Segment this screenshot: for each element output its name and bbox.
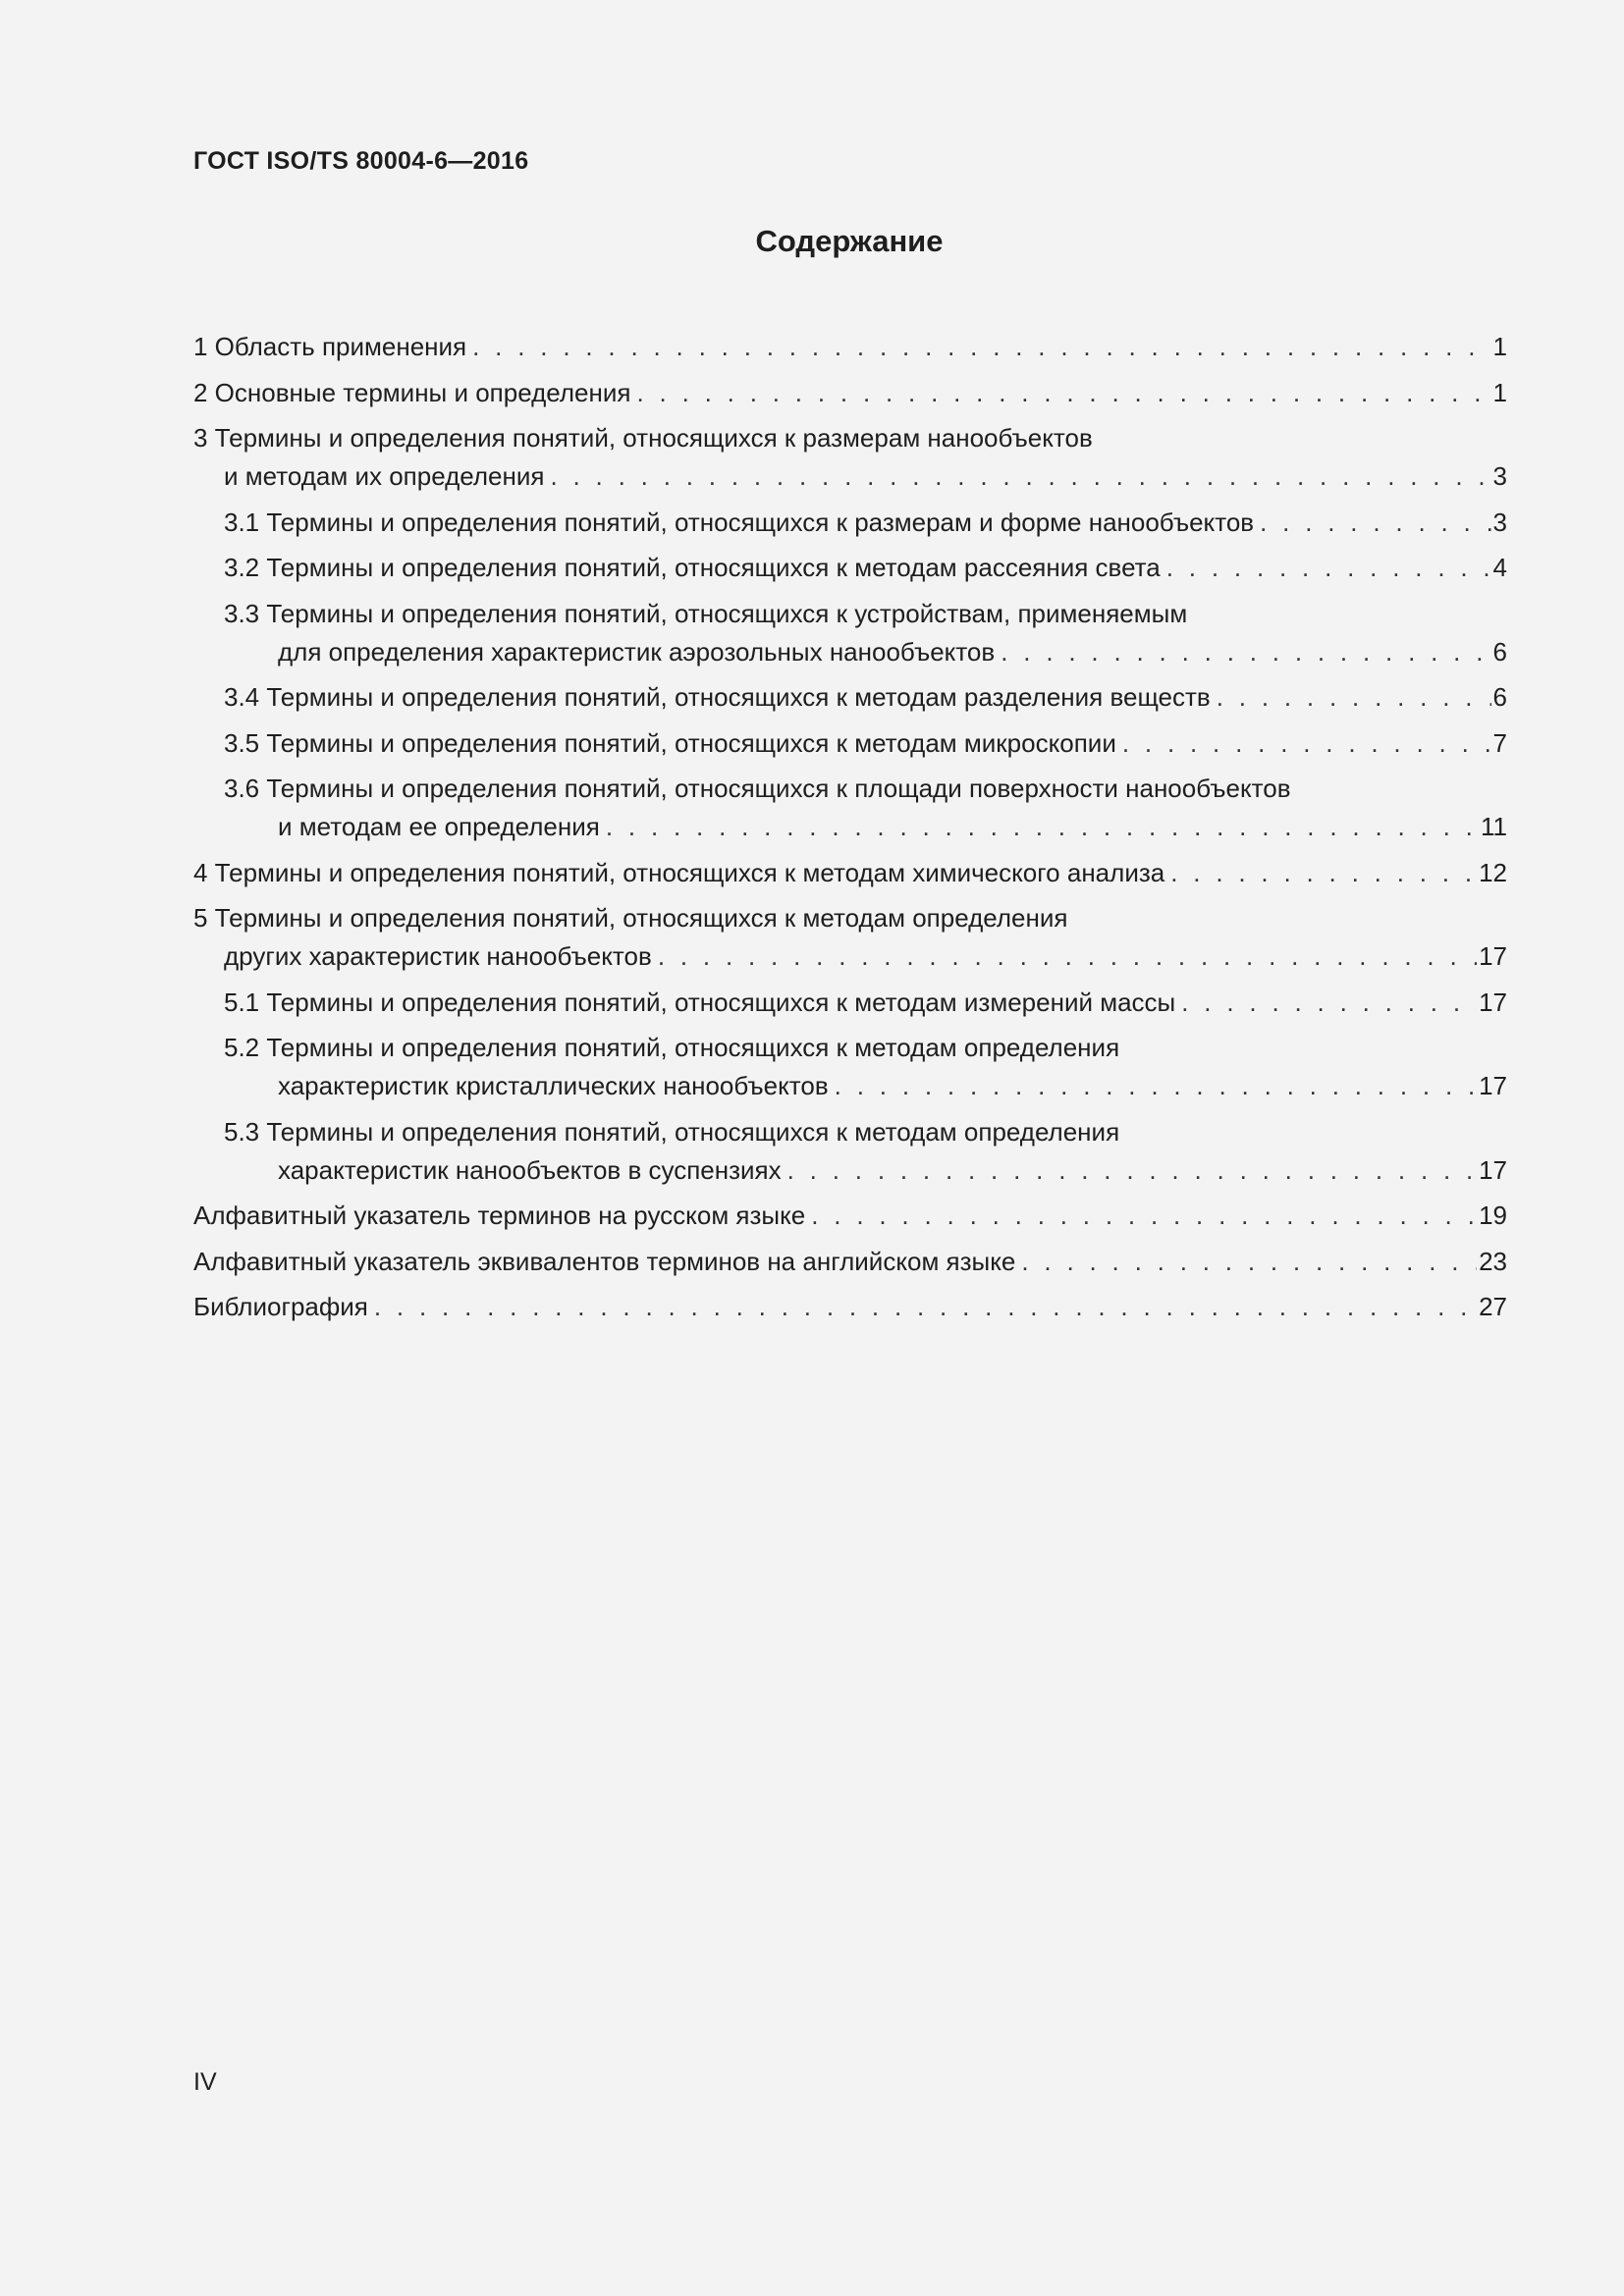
toc-page-number: 17 — [1479, 1071, 1507, 1100]
toc-entry-index-english[interactable] — [193, 1243, 1507, 1281]
dot-leader — [1021, 1243, 1477, 1281]
toc-entry-3[interactable] — [193, 419, 1507, 496]
toc-page-number: 1 — [1492, 332, 1507, 361]
toc-entry-5-3[interactable] — [193, 1113, 1507, 1190]
toc-page-number: 17 — [1479, 941, 1507, 971]
toc-entry-label: Алфавитный указатель терминов на русском языке — [193, 1201, 806, 1230]
toc-entry-label: 3.3 Термины и определения понятий, относящихся к устройствам, применяемым — [224, 598, 1188, 628]
dot-leader — [1122, 724, 1491, 763]
dot-leader — [636, 374, 1490, 412]
toc-entry-label: 4 Термины и определения понятий, относящихся к методам химического анализа — [193, 857, 1165, 887]
toc-entry-label-continuation: характеристик кристаллических нанообъектов — [278, 1071, 829, 1100]
toc-entry-3-2[interactable] — [193, 549, 1507, 587]
toc-page-number: 23 — [1479, 1246, 1507, 1276]
dot-leader — [1217, 678, 1491, 717]
toc-entry-label: 3.5 Термины и определения понятий, относящихся к методам микроскопии — [224, 727, 1116, 758]
toc-page-number: 17 — [1479, 987, 1507, 1017]
page-number: IV — [193, 2068, 217, 2096]
toc-page-number: 6 — [1492, 636, 1507, 667]
toc-page-number: 3 — [1492, 507, 1507, 537]
toc-page-number: 6 — [1492, 682, 1507, 712]
toc-page-number: 7 — [1492, 727, 1507, 758]
toc-entry-label: 5.1 Термины и определения понятий, относящихся к методам измерений массы — [224, 987, 1176, 1017]
toc-entry-label: Библиография — [193, 1292, 368, 1321]
dot-leader — [374, 1288, 1477, 1326]
toc-entry-label: Алфавитный указатель эквивалентов терминов на английском языке — [193, 1246, 1016, 1276]
toc-entry-label: 3.4 Термины и определения понятий, относящихся к методам разделения веществ — [224, 682, 1211, 712]
dot-leader — [550, 457, 1490, 496]
toc-entry-label-continuation: и методам ее определения — [278, 812, 600, 841]
toc-entry-5-2[interactable] — [193, 1029, 1507, 1105]
toc-page-number: 17 — [1479, 1154, 1507, 1185]
toc-entry-label-continuation: характеристик нанообъектов в суспензиях — [278, 1154, 782, 1185]
toc-entry-label: 3 Термины и определения понятий, относящихся к размерам нанообъектов — [193, 423, 1093, 453]
toc-page-number: 3 — [1492, 461, 1507, 491]
dot-leader — [1181, 984, 1477, 1022]
toc-entry-label: 3.6 Термины и определения понятий, относящихся к площади поверхности нанообъектов — [224, 774, 1291, 803]
toc-entry-label-continuation: для определения характеристик аэрозольных нанообъектов — [278, 636, 996, 667]
toc-entry-label-continuation: других характеристик нанообъектов — [224, 941, 652, 971]
toc-page-number: 19 — [1479, 1201, 1507, 1230]
toc-entry-label: 1 Область применения — [193, 332, 467, 361]
dot-leader — [1001, 633, 1490, 671]
toc-entry-index-russian[interactable] — [193, 1197, 1507, 1235]
dot-leader — [472, 328, 1490, 366]
toc-entry-4[interactable] — [193, 854, 1507, 892]
toc-page-number: 1 — [1492, 377, 1507, 407]
table-of-contents — [193, 328, 1507, 1334]
toc-entry-3-5[interactable] — [193, 724, 1507, 763]
toc-entry-label: 5.3 Термины и определения понятий, относящихся к методам определения — [224, 1116, 1120, 1147]
toc-page-number: 27 — [1479, 1292, 1507, 1321]
toc-entry-5-1[interactable] — [193, 984, 1507, 1022]
dot-leader — [606, 808, 1479, 846]
dot-leader — [1170, 854, 1477, 892]
standard-designation: ГОСТ ISO/TS 80004-6—2016 — [193, 147, 529, 175]
toc-entry-label: 3.2 Термины и определения понятий, относящихся к методам рассеяния света — [224, 553, 1161, 582]
toc-entry-bibliography[interactable] — [193, 1288, 1507, 1326]
toc-entry-label: 2 Основные термины и определения — [193, 377, 631, 407]
dot-leader — [1166, 549, 1491, 587]
dot-leader — [811, 1197, 1477, 1235]
toc-entry-3-3[interactable] — [193, 595, 1507, 671]
toc-entry-label: 5 Термины и определения понятий, относящихся к методам определения — [193, 903, 1068, 933]
toc-entry-3-1[interactable] — [193, 504, 1507, 542]
toc-entry-label-continuation: и методам их определения — [224, 461, 545, 491]
toc-entry-2[interactable] — [193, 374, 1507, 412]
dot-leader — [1260, 504, 1490, 542]
toc-page-number: 11 — [1481, 812, 1507, 841]
dot-leader — [787, 1151, 1477, 1190]
toc-page-number: 4 — [1492, 553, 1507, 582]
toc-entry-5[interactable] — [193, 899, 1507, 976]
toc-entry-label: 5.2 Термины и определения понятий, относящихся к методам определения — [224, 1033, 1120, 1062]
toc-entry-label: 3.1 Термины и определения понятий, относящихся к размерам и форме нанообъектов — [224, 507, 1255, 537]
dot-leader — [835, 1067, 1477, 1105]
dot-leader — [658, 937, 1477, 976]
toc-page-number: 12 — [1479, 857, 1507, 887]
toc-entry-1[interactable] — [193, 328, 1507, 366]
toc-entry-3-6[interactable] — [193, 770, 1507, 846]
toc-title: Содержание — [755, 224, 944, 258]
toc-entry-3-4[interactable] — [193, 678, 1507, 717]
